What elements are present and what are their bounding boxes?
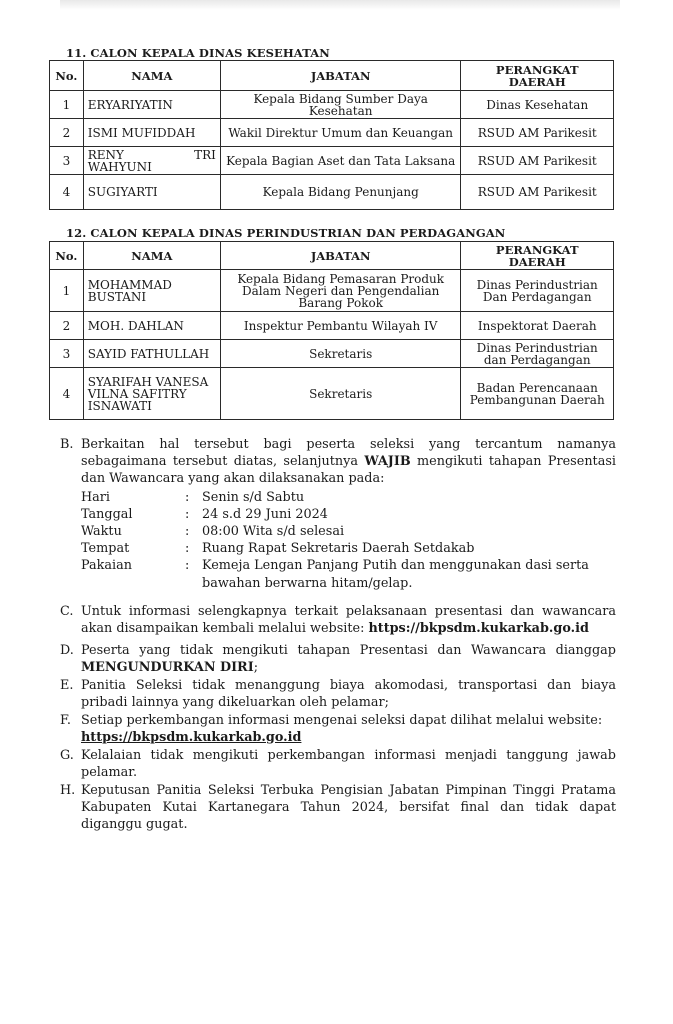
- point-f-text: [81, 713, 616, 747]
- cell-perangkat: RSUD AM Parikesit: [461, 119, 614, 147]
- cell-nama: MOH. DAHLAN: [83, 312, 220, 340]
- scan-edge-shadow: [60, 0, 620, 10]
- header-perangkat: PERANGKAT DAERAH: [461, 61, 614, 91]
- cell-jabatan: Sekretaris: [220, 340, 461, 368]
- table-row: [50, 340, 614, 368]
- point-e-text: Panitia Seleksi tidak menanggung biaya akomodasi, transportasi dan biaya pribadi lainnya yang dikeluarkan oleh pelamar;: [81, 678, 616, 710]
- schedule-label: Waktu: [81, 524, 122, 539]
- table-kepala-dinas-perindustrian: [49, 241, 614, 420]
- point-c-text: [81, 604, 616, 638]
- table-header-row: [50, 242, 614, 270]
- table-row: [50, 91, 614, 119]
- schedule-label: Tanggal: [81, 507, 133, 522]
- point-d-tail: ;: [253, 659, 258, 675]
- point-g-text: Kelalaian tidak mengikuti perkembangan informasi menjadi tanggung jawab pelamar.: [81, 748, 616, 780]
- point-d-text: [81, 643, 616, 677]
- website-link[interactable]: https://bkpsdm.kukarkab.go.id: [368, 620, 589, 636]
- point-d-letter: D.: [60, 643, 74, 658]
- cell-perangkat: Dinas Perindustrian Dan Perdagangan: [461, 270, 614, 312]
- table-row: [50, 312, 614, 340]
- table-row: [50, 119, 614, 147]
- cell-nama: SAYID FATHULLAH: [83, 340, 220, 368]
- table-kepala-dinas-kesehatan: [49, 60, 614, 210]
- header-jabatan: JABATAN: [220, 242, 461, 270]
- schedule-value: Senin s/d Sabtu: [202, 490, 305, 505]
- cell-no: 1: [50, 91, 84, 119]
- point-h-letter: H.: [60, 783, 76, 798]
- header-no: No.: [50, 61, 84, 91]
- website-link-underlined[interactable]: https://bkpsdm.kukarkab.go.id: [81, 729, 302, 745]
- cell-jabatan: Kepala Bagian Aset dan Tata Laksana: [220, 147, 461, 175]
- point-c-letter: C.: [60, 604, 74, 619]
- table-row: [50, 270, 614, 312]
- point-b-text-bold: WAJIB: [364, 453, 411, 469]
- header-no: No.: [50, 242, 84, 270]
- point-f-letter: F.: [60, 713, 71, 728]
- section-12-title: 12. CALON KEPALA DINAS PERINDUSTRIAN DAN PERDAGANGAN: [66, 226, 506, 240]
- cell-perangkat: RSUD AM Parikesit: [461, 175, 614, 210]
- table-row: [50, 175, 614, 210]
- cell-nama: SUGIYARTI: [83, 175, 220, 210]
- cell-no: 1: [50, 270, 84, 312]
- cell-jabatan: Inspektur Pembantu Wilayah IV: [220, 312, 461, 340]
- cell-perangkat: Badan Perencanaan Pembangunan Daerah: [461, 368, 614, 420]
- schedule-colon: :: [185, 507, 190, 522]
- schedule-value: 08:00 Wita s/d selesai: [202, 524, 345, 539]
- cell-jabatan: Wakil Direktur Umum dan Keuangan: [220, 119, 461, 147]
- cell-nama: MOHAMMAD BUSTANI: [83, 270, 220, 312]
- cell-nama: ISMI MUFIDDAH: [83, 119, 220, 147]
- schedule-colon: :: [185, 558, 190, 573]
- cell-nama: ERYARIYATIN: [83, 91, 220, 119]
- schedule-label: Pakaian: [81, 558, 133, 573]
- point-d-body: Peserta yang tidak mengikuti tahapan Presentasi dan Wawancara dianggap: [81, 643, 616, 658]
- cell-no: 4: [50, 368, 84, 420]
- table-row: [50, 147, 614, 175]
- schedule-colon: :: [185, 524, 190, 539]
- cell-no: 3: [50, 340, 84, 368]
- schedule-value: Ruang Rapat Sekretaris Daerah Setdakab: [202, 541, 475, 556]
- cell-nama: SYARIFAH VANESA VILNA SAFITRY ISNAWATI: [83, 368, 220, 420]
- schedule-value: 24 s.d 29 Juni 2024: [202, 507, 328, 522]
- point-b-text-after: mengikuti tahapan Presentasi dan Wawancara yang akan dilaksanakan pada:: [81, 453, 616, 486]
- header-nama: NAMA: [83, 242, 220, 270]
- section-11-title: 11. CALON KEPALA DINAS KESEHATAN: [66, 46, 330, 60]
- cell-nama: [83, 147, 220, 175]
- header-nama: NAMA: [83, 61, 220, 91]
- schedule-colon: :: [185, 541, 190, 556]
- cell-jabatan: Kepala Bidang Penunjang: [220, 175, 461, 210]
- point-b-text-before: Berkaitan hal tersebut bagi peserta seleksi yang tercantum namanya sebagaimana tersebut diatas, selanjutnya: [81, 437, 616, 469]
- point-h-text: Keputusan Panitia Seleksi Terbuka Pengisian Jabatan Pimpinan Tinggi Pratama Kabupaten Kutai Kartanegara Tahun 2024, bersifat final dan tidak dapat diganggu gugat.: [81, 783, 616, 832]
- schedule-label: Hari: [81, 490, 110, 505]
- point-g-letter: G.: [60, 748, 74, 763]
- point-c-body: Untuk informasi selengkapnya terkait pelaksanaan presentasi dan wawancara akan disampaikan kembali melalui website:: [81, 604, 616, 636]
- header-jabatan: JABATAN: [220, 61, 461, 91]
- cell-jabatan: Kepala Bidang Pemasaran Produk Dalam Negeri dan Pengendalian Barang Pokok: [220, 270, 461, 312]
- point-e-letter: E.: [60, 678, 74, 693]
- cell-no: 4: [50, 175, 84, 210]
- point-f-body: Setiap perkembangan informasi mengenai seleksi dapat dilihat melalui website:: [81, 713, 603, 728]
- cell-no: 3: [50, 147, 84, 175]
- schedule-colon: :: [185, 490, 190, 505]
- table-header-row: [50, 61, 614, 91]
- cell-jabatan: Kepala Bidang Sumber Daya Kesehatan: [220, 91, 461, 119]
- schedule-value: Kemeja Lengan Panjang Putih dan menggunakan dasi serta bawahan berwarna hitam/gelap.: [202, 558, 589, 591]
- cell-perangkat: Inspektorat Daerah: [461, 312, 614, 340]
- cell-perangkat: RSUD AM Parikesit: [461, 147, 614, 175]
- header-perangkat: PERANGKAT DAERAH: [461, 242, 614, 270]
- point-b-text: [81, 437, 616, 487]
- cell-no: 2: [50, 119, 84, 147]
- cell-perangkat: Dinas Kesehatan: [461, 91, 614, 119]
- table-row: [50, 368, 614, 420]
- point-d-bold: MENGUNDURKAN DIRI: [81, 659, 254, 675]
- schedule-label: Tempat: [81, 541, 130, 556]
- cell-jabatan: Sekretaris: [220, 368, 461, 420]
- cell-no: 2: [50, 312, 84, 340]
- cell-perangkat: Dinas Perindustrian dan Perdagangan: [461, 340, 614, 368]
- point-b-letter: B.: [60, 437, 74, 452]
- cell-nama-text: RENY TRI WAHYUNI: [87, 147, 216, 174]
